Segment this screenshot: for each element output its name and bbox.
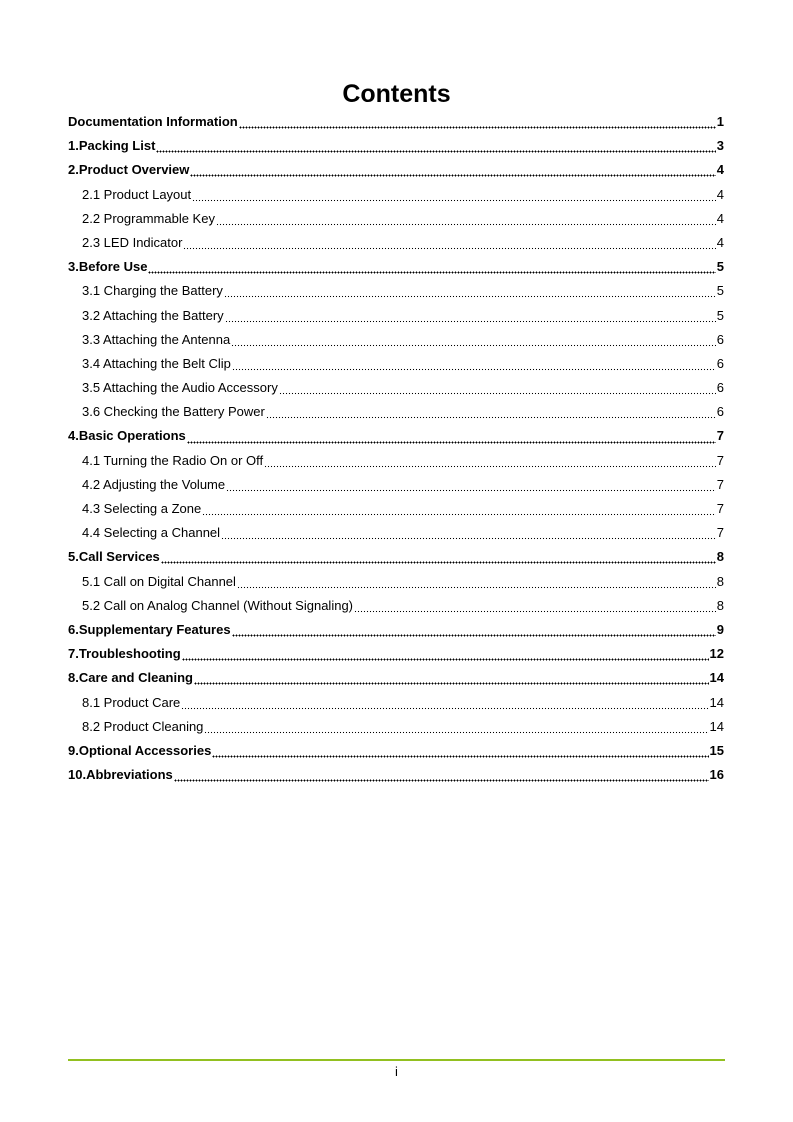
toc-dot-leader [148,265,715,275]
toc-entry-page: 7 [716,428,724,444]
toc-dot-leader [194,676,709,686]
toc-entry-page: 9 [716,621,724,637]
toc-entry-label: 5.Call Services [68,549,160,565]
toc-entry[interactable] [68,691,724,715]
toc-entry[interactable] [68,449,724,473]
toc-entry-label: 5.1 Call on Digital Channel [82,573,236,589]
toc-dot-leader [225,314,716,324]
toc-entry-page: 14 [709,670,724,686]
toc-entry-label: 8.Care and Cleaning [68,670,193,686]
toc-entry-page: 8 [716,573,724,589]
toc-dot-leader [224,289,716,299]
toc-entry-page: 4 [716,234,724,250]
toc-entry-label: 2.1 Product Layout [82,186,192,202]
toc-entry[interactable] [68,424,724,448]
toc-entry-page: 14 [709,718,724,734]
toc-dot-leader [232,362,716,372]
toc-entry[interactable] [68,642,724,666]
toc-dot-leader [237,580,716,590]
toc-entry[interactable] [68,545,724,569]
toc-entry-label: 4.2 Adjusting the Volume [82,476,226,492]
toc-entry-label: 8.2 Product Cleaning [82,718,204,734]
toc-dot-leader [226,483,716,493]
page-number: i [395,1064,398,1079]
toc-dot-leader [174,773,709,783]
toc-entry-label: 4.3 Selecting a Zone [82,501,202,516]
toc-entry[interactable] [68,473,724,497]
toc-entry[interactable] [68,618,724,642]
toc-entry-label: 3.6 Checking the Battery Power [82,404,265,420]
toc-entry-page: 5 [716,307,724,323]
toc-entry-page: 6 [716,404,724,420]
toc-entry-label: 3.Before Use [68,259,148,275]
toc-dot-leader [182,652,709,662]
toc-entry-label: 3.5 Attaching the Audio Accessory [82,380,278,396]
toc-entry-label: 4.1 Turning the Radio On or Off [82,452,264,468]
toc-entry-page: 14 [709,694,724,710]
toc-entry-page: 12 [709,646,724,662]
toc-dot-leader [204,725,708,735]
toc-dot-leader [216,217,716,227]
toc-entry-label: 8.1 Product Care [82,694,181,710]
toc-entry-label: 3.2 Attaching the Battery [82,307,224,323]
toc-entry-label: 7.Troubleshooting [68,646,181,662]
toc-entry-label: 6.Supplementary Features [68,621,231,637]
toc-dot-leader [266,410,716,420]
toc-dot-leader [187,435,716,445]
toc-entry-label: 2.3 LED Indicator [82,234,183,250]
toc-dot-leader [212,749,708,759]
toc-dot-leader [181,701,708,711]
toc-entry-label: 5.2 Call on Analog Channel (Without Signaling) [82,597,354,613]
toc-entry-page: 7 [716,525,724,541]
toc-entry-label: 3.3 Attaching the Antenna [82,331,231,347]
toc-entry[interactable] [68,279,724,303]
toc-dot-leader [190,168,715,178]
toc-dot-leader [156,144,715,154]
page-title: Contents [342,80,451,108]
toc-entry[interactable] [68,715,724,739]
toc-entry-page: 6 [716,331,724,347]
toc-entry-label: 9.Optional Accessories [68,742,212,758]
toc-entry-page: 1 [716,114,724,129]
toc-entry-page: 6 [716,380,724,396]
toc-entry[interactable] [68,328,724,352]
toc-dot-leader [264,459,716,469]
toc-entry[interactable] [68,570,724,594]
toc-entry-page: 4 [716,162,724,178]
toc-dot-leader [192,193,716,203]
toc-entry-page: 6 [716,355,724,371]
toc-entry[interactable] [68,666,724,690]
toc-entry[interactable] [68,352,724,376]
toc-entry-label: 4.4 Selecting a Channel [82,525,221,541]
toc-entry-page: 7 [716,501,724,516]
toc-entry[interactable] [68,763,724,787]
toc-entry-page: 15 [709,742,724,758]
toc-entry-page: 3 [716,138,724,154]
toc-entry[interactable] [68,400,724,424]
toc-entry-label: 3.4 Attaching the Belt Clip [82,355,231,371]
toc-entry[interactable] [68,183,724,207]
toc-entry-label: 3.1 Charging the Battery [82,283,223,299]
toc-entry[interactable] [68,207,724,231]
toc-entry-page: 5 [716,259,724,275]
toc-entry-page: 5 [716,283,724,299]
toc-dot-leader [202,507,716,517]
toc-entry[interactable] [68,158,724,182]
toc-dot-leader [232,628,716,638]
toc-dot-leader [231,338,716,348]
toc-entry-label: 1.Packing List [68,138,156,154]
toc-dot-leader [279,386,716,396]
toc-dot-leader [161,555,716,565]
toc-entry-page: 8 [716,597,724,613]
toc-entry[interactable] [68,110,724,134]
toc-entry[interactable] [68,739,724,763]
toc-entry-page: 8 [716,549,724,565]
toc-entry-page: 7 [716,452,724,468]
toc-entry[interactable] [68,255,724,279]
toc-entry-page: 16 [709,767,724,783]
toc-entry[interactable] [68,594,724,618]
toc-entry[interactable] [68,134,724,158]
toc-entry[interactable] [68,497,724,521]
toc-entry[interactable] [68,521,724,545]
toc-entry-label: Documentation Information [68,114,238,129]
toc-entry-page: 7 [716,476,724,492]
toc-dot-leader [221,531,716,541]
toc-dot-leader [239,120,716,130]
toc-entry-label: 4.Basic Operations [68,428,186,444]
toc-dot-leader [183,241,715,251]
toc-entry-page: 4 [716,210,724,226]
footer-divider [68,1059,725,1061]
toc-entry-page: 4 [716,186,724,202]
toc-entry-label: 2.2 Programmable Key [82,210,215,226]
toc-entry[interactable] [68,304,724,328]
toc-entry[interactable] [68,231,724,255]
toc-entry[interactable] [68,376,724,400]
toc-entry-label: 2.Product Overview [68,162,190,178]
toc-entry-label: 10.Abbreviations [68,767,173,783]
table-of-contents [68,110,724,787]
toc-dot-leader [354,604,716,614]
